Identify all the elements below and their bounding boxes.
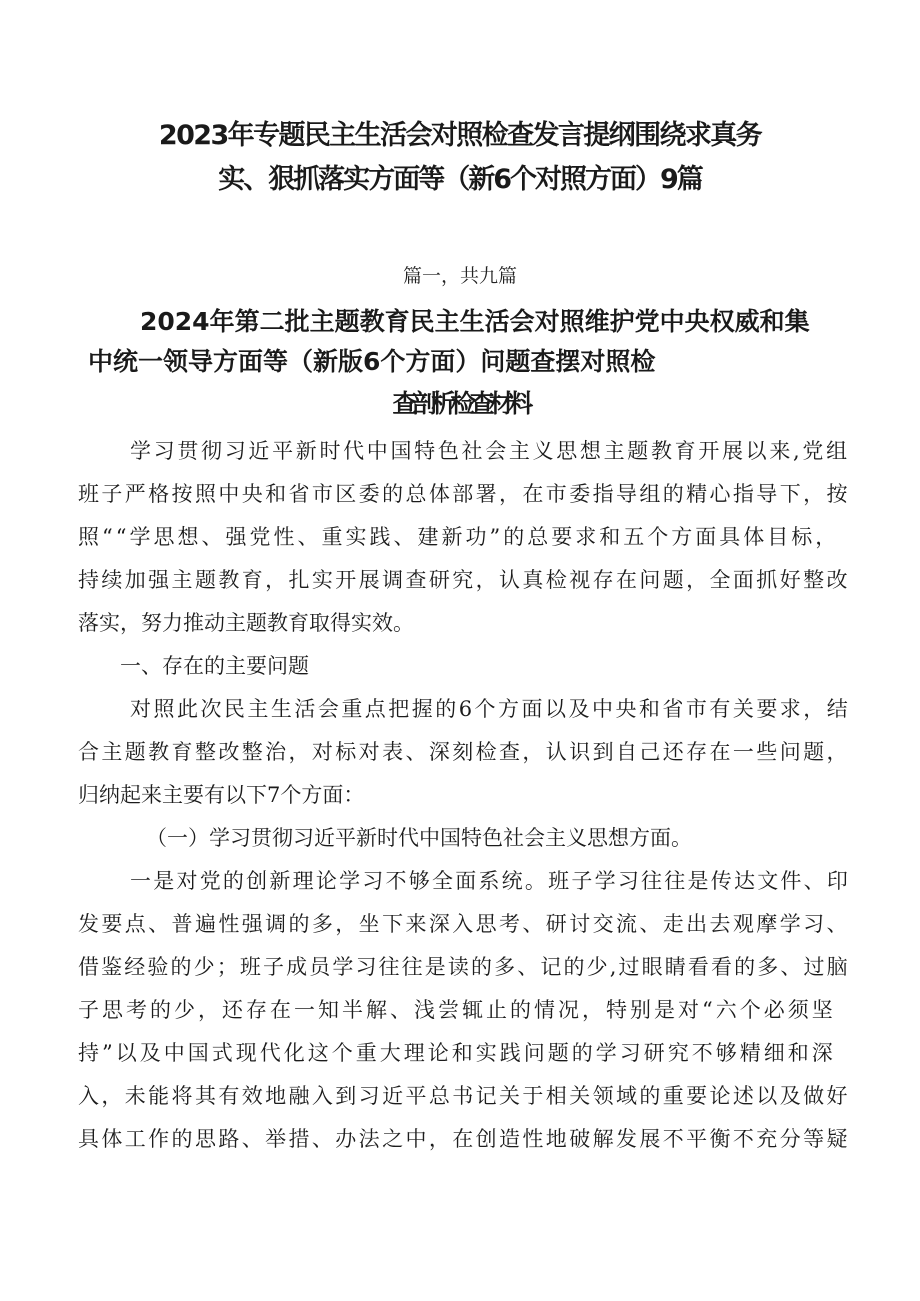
paragraph-line: 借鉴经验的少；班子成员学习往往是读的多、记的少,过眼睛看看的多、过脑	[78, 955, 850, 979]
paragraph-line: 学习贯彻习近平新时代中国特色社会主义思想主题教育开展以来,党组	[130, 439, 850, 463]
paragraph-line: 持续加强主题教育，扎实开展调查研究，认真检视存在问题，全面抓好整改	[78, 568, 850, 592]
paragraph-line: 对照此次民主生活会重点把握的6个方面以及中央和省市有关要求，结	[130, 697, 851, 721]
paragraph-line: 一是对党的创新理论学习不够全面系统。班子学习往往是传达文件、印	[130, 869, 851, 893]
document-title-line-1: 2023年专题民主生活会对照检查发言提纲围绕求真务	[158, 120, 762, 151]
paragraph-line: 持”以及中国式现代化这个重大理论和实践问题的学习研究不够精细和深	[78, 1041, 836, 1065]
paragraph-line: 发要点、普遍性强调的多，坐下来深入思考、研讨交流、走出去观摩学习、	[78, 912, 850, 936]
paragraph-line: 落实，努力推动主题教育取得实效。	[78, 611, 414, 635]
chapter-label: 篇一，共九篇	[402, 265, 517, 287]
paragraph-line: 入，未能将其有效地融入到习近平总书记关于相关领域的重要论述以及做好	[78, 1084, 850, 1108]
body-text	[78, 0, 850, 1301]
paragraph-line: 合主题教育整改整治，对标对表、深刻检查，认识到自己还存在一些问题，	[78, 740, 850, 764]
section-title-line-3: 查剖析检查材料	[392, 389, 528, 418]
section-title-line-2: 中统一领导方面等（新版6个方面）问题查摆对照检	[88, 347, 656, 376]
paragraph-line: 具体工作的思路、举措、办法之中，在创造性地破解发展不平衡不充分等疑	[78, 1127, 850, 1151]
document-title-line-2: 实、狠抓落实方面等（新6个对照方面）9篇	[218, 164, 702, 195]
paragraph-line: 子思考的少，还存在一知半解、浅尝辄止的情况，特别是对“六个必须坚	[78, 998, 836, 1022]
subsection-heading: （一）学习贯彻习近平新时代中国特色社会主义思想方面。	[146, 826, 692, 850]
section-title-line-1: 2024年第二批主题教育民主生活会对照维护党中央权威和集	[140, 307, 810, 336]
paragraph-line: 照““学思想、强党性、重实践、建新功”的总要求和五个方面具体目标，	[78, 525, 840, 549]
paragraph-line: 班子严格按照中央和省市区委的总体部署，在市委指导组的精心指导下，按	[78, 482, 850, 506]
paragraph-line: 归纳起来主要有以下7个方面：	[78, 783, 365, 807]
section-heading: 一、存在的主要问题	[120, 654, 309, 678]
